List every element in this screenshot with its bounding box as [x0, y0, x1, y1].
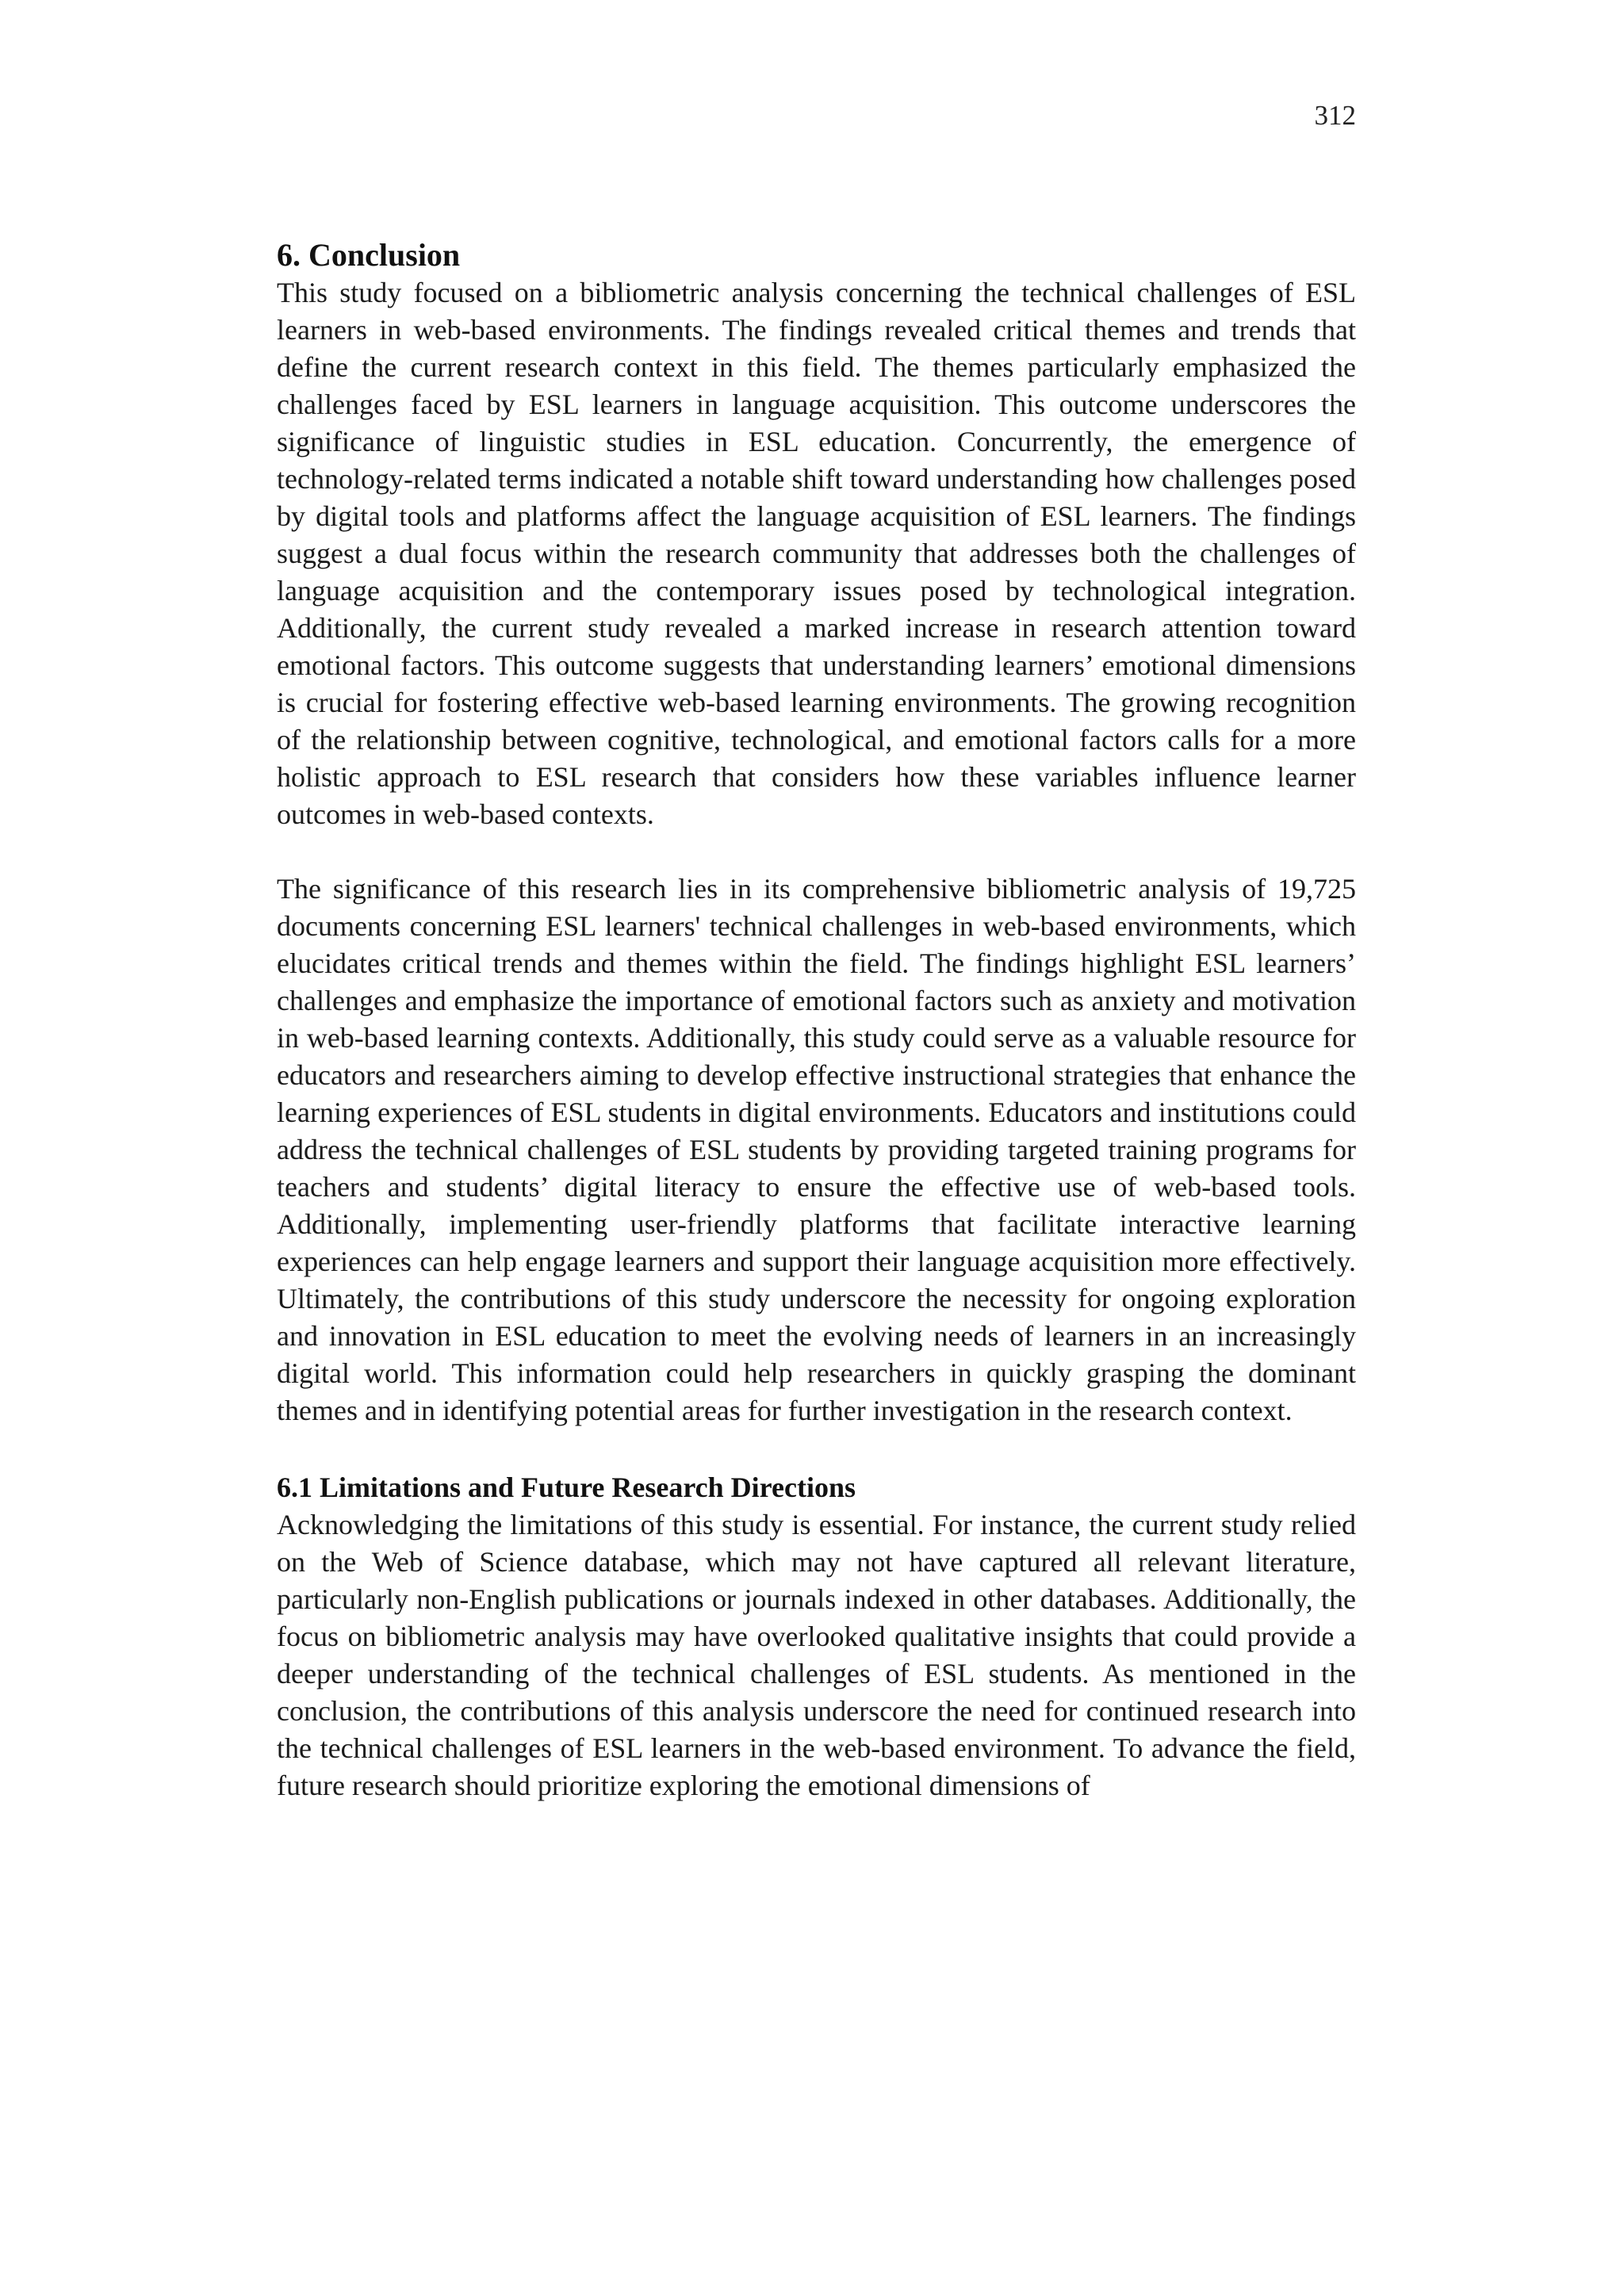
page-body: [277, 236, 1356, 1804]
page-number: 312: [1314, 100, 1356, 131]
limitations-paragraph-1: Acknowledging the limitations of this study is essential. For instance, the current study relied on the Web of Science database, which may not have captured all relevant literature, particularly non-English publications or journals indexed in other databases. Additionally, the focus on bibliometric analysis may have overlooked qualitative insights that could provide a deeper understanding of the technical challenges of ESL students. As mentioned in the conclusion, the contributions of this analysis underscore the need for continued research into the technical challenges of ESL learners in the web-based environment. To advance the field, future research should prioritize exploring the emotional dimensions of: [277, 1509, 1356, 1801]
conclusion-paragraph-1: This study focused on a bibliometric analysis concerning the technical challenges of ESL learners in web-based environments. The findings revealed critical themes and trends that define the current research context in this field. The themes particularly emphasized the challenges faced by ESL learners in language acquisition. This outcome underscores the significance of linguistic studies in ESL education. Concurrently, the emergence of technology-related terms indicated a notable shift toward understanding how challenges posed by digital tools and platforms affect the language acquisition of ESL learners. The findings suggest a dual focus within the research community that addresses both the challenges of language acquisition and the contemporary issues posed by technological integration. Additionally, the current study revealed a marked increase in research attention toward emotional factors. This outcome suggests that understanding learners’ emotional dimensions is crucial for fostering effective web-based learning environments. The growing recognition of the relationship between cognitive, technological, and emotional factors calls for a more holistic approach to ESL research that considers how these variables influence learner outcomes in web-based contexts.: [277, 277, 1356, 830]
subsection-heading-limitations: 6.1 Limitations and Future Research Directions: [277, 1471, 856, 1503]
conclusion-paragraph-2: The significance of this research lies in its comprehensive bibliometric analysis of 19,725 documents concerning ESL learners' technical challenges in web-based environments, which elucidates critical trends and themes within the field. The findings highlight ESL learners’ challenges and emphasize the importance of emotional factors such as anxiety and motivation in web-based learning contexts. Additionally, this study could serve as a valuable resource for educators and researchers aiming to develop effective instructional strategies that enhance the learning experiences of ESL students in digital environments. Educators and institutions could address the technical challenges of ESL students by providing targeted training programs for teachers and students’ digital literacy to ensure the effective use of web-based tools. Additionally, implementing user-friendly platforms that facilitate interactive learning experiences can help engage learners and support their language acquisition more effectively. Ultimately, the contributions of this study underscore the necessity for ongoing exploration and innovation in ESL education to meet the evolving needs of learners in an increasingly digital world. This information could help researchers in quickly grasping the dominant themes and in identifying potential areas for further investigation in the research context.: [277, 873, 1356, 1426]
section-heading-conclusion: 6. Conclusion: [277, 237, 461, 273]
